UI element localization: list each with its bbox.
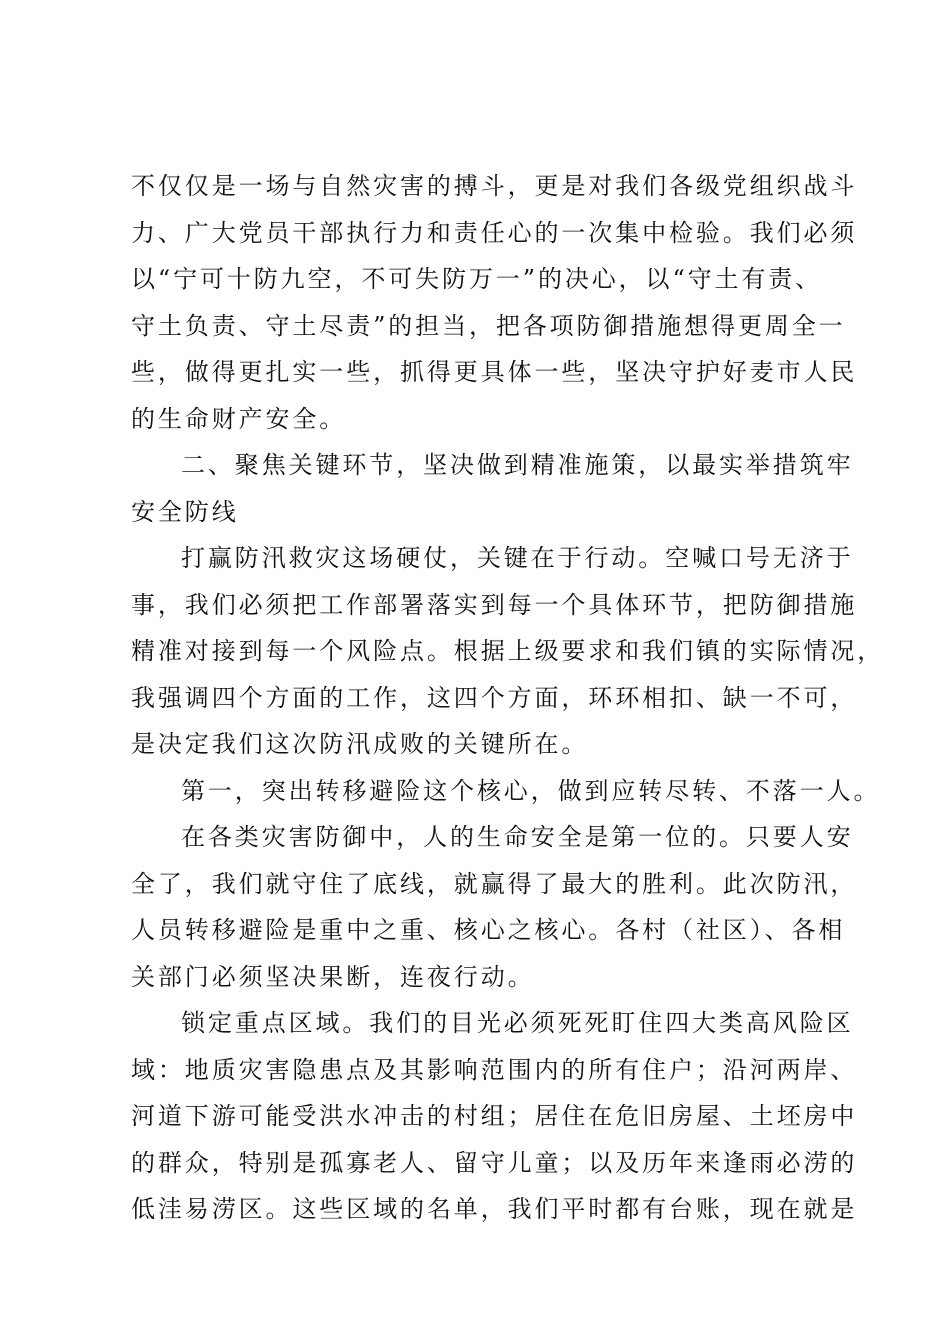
text-line: 力、广大党员干部执行力和责任心的一次集中检验。我们必须	[131, 218, 858, 247]
text-line: 我强调四个方面的工作，这四个方面，环环相扣、缺一不可，	[131, 683, 858, 712]
text-line: 的生命财产安全。	[131, 404, 347, 433]
text-line: 的群众，特别是孤寡老人、留守儿童；以及历年来逢雨必涝的	[131, 1148, 858, 1177]
text-line: 守土负责、守土尽责”的担当，把各项防御措施想得更周全一	[131, 311, 846, 340]
document-body	[131, 163, 885, 1233]
text-line: 河道下游可能受洪水冲击的村组；居住在危旧房屋、土坯房中	[131, 1102, 858, 1130]
paragraph-3	[131, 535, 885, 768]
text-line: 锁定重点区域。我们的目光必须死死盯住四大类高风险区	[181, 1009, 854, 1037]
subheading-first	[131, 768, 881, 815]
text-line: 域：地质灾害隐患点及其影响范围内的所有住户；沿河两岸、	[131, 1055, 858, 1084]
text-line: 事，我们必须把工作部署落实到每一个具体环节，把防御措施	[131, 590, 858, 619]
text-line: 低洼易涝区。这些区域的名单，我们平时都有台账，现在就是	[131, 1195, 858, 1223]
text-line: 打赢防汛救灾这场硬仗，关键在于行动。空喊口号无济于	[181, 544, 854, 572]
text-line: 以“宁可十防九空，不可失防万一”的决心，以“守土有责、	[131, 265, 823, 293]
paragraph-5	[131, 814, 858, 1000]
text-line: 在各类灾害防御中，人的生命安全是第一位的。只要人安	[181, 823, 854, 851]
text-line: 全了，我们就守住了底线，就赢得了最大的胜利。此次防汛，	[131, 869, 858, 898]
heading-line: 二、聚焦关键环节，坚决做到精准施策，以最实举措筑牢	[181, 451, 854, 479]
heading-line: 安全防线	[131, 497, 239, 526]
text-line: 第一，突出转移避险这个核心，做到应转尽转、不落一人。	[181, 776, 881, 805]
paragraph-1	[131, 163, 858, 442]
text-line: 人员转移避险是重中之重、核心之核心。各村（社区）、各相	[131, 916, 846, 944]
text-line: 是决定我们这次防汛成败的关键所在。	[131, 730, 589, 758]
section-heading	[131, 442, 854, 535]
text-line: 精准对接到每一个风险点。根据上级要求和我们镇的实际情况，	[131, 637, 885, 665]
text-line: 关部门必须坚决果断，连夜行动。	[131, 962, 535, 991]
text-line: 些，做得更扎实一些，抓得更具体一些，坚决守护好麦市人民	[131, 358, 858, 386]
text-line: 不仅仅是一场与自然灾害的搏斗，更是对我们各级党组织战斗	[131, 172, 858, 200]
paragraph-6	[131, 1000, 858, 1233]
